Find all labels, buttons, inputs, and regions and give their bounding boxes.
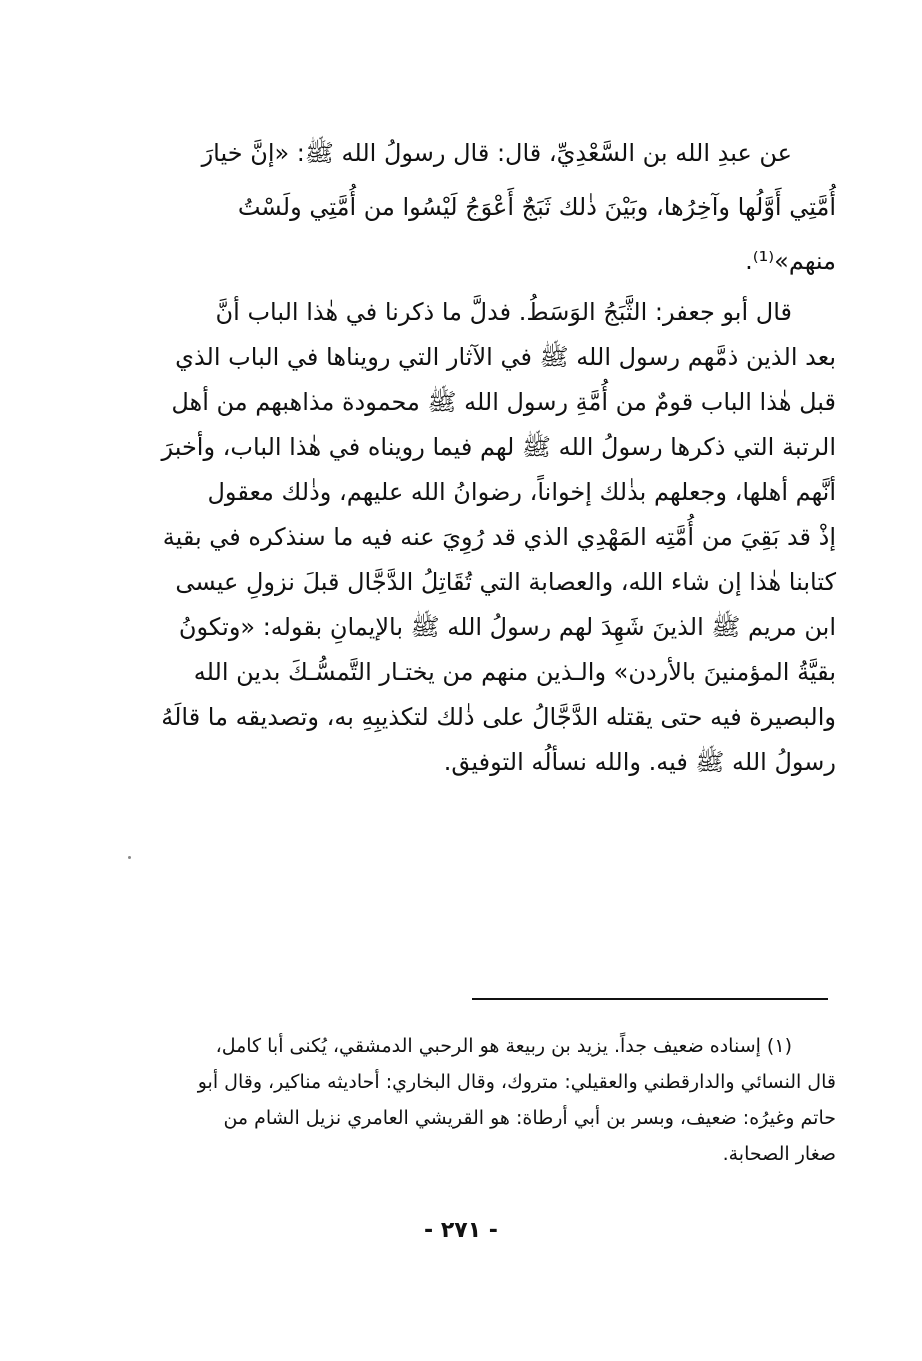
page-number: - ٢٧١ - [424,1218,498,1243]
text-line: كتابنا هٰذا إن شاء الله، والعصابة التي تُقَاتِلُ الدَّجَّال قبلَ نزولِ عيسى [175,568,836,596]
text-line: قال أبو جعفر: الثَّبَجُ الوَسَطُ. فدلَّ ما ذكرنا في هٰذا الباب أنَّ [215,298,792,326]
text-line: عن عبدِ الله بن السَّعْدِيِّ، قال: قال رسولُ الله ﷺ: «إنَّ خيارَ [201,139,792,167]
text-line: رسولُ الله ﷺ فيه. والله نسألُه التوفيق. [443,748,836,776]
footnote-separator [472,998,828,1000]
commentary-paragraph [128,290,836,785]
text-line: أُمَّتِي أَوَّلُها وآخِرُها، وبَيْنَ ذٰلك ثَبَجٌ أَعْوَجُ لَيْسُوا من أُمَّتِي ولَسْتُ [237,193,836,221]
text-line: إذْ قد بَقِيَ من أُمَّتِه المَهْدِي الذي قد رُوِيَ عنه فيه ما سنذكره في بقية [162,523,836,551]
scan-speck [128,856,131,859]
text-line: قبل هٰذا الباب قومٌ من أُمَّةِ رسول الله ﷺ محمودة مذاهبهم من أهل [171,388,836,416]
footnote-line: (١) إسناده ضعيف جداً. يزيد بن ربيعة هو الرحبي الدمشقي، يُكنى أبا كامل، [215,1035,792,1057]
text-line: بقيَّةُ المؤمنينَ بالأردن» والـذين منهم من يختـار التَّمسُّـكَ بدين الله [193,658,836,686]
footnote-line: صغار الصحابة. [722,1143,836,1165]
text-line: ابن مريم ﷺ الذينَ شَهِدَ لهم رسولُ الله ﷺ بالإيمانِ بقوله: «وتكونُ [178,613,836,641]
text-line: أنَّهم أهلها، وجعلهم بذٰلك إخواناً، رضوانُ الله عليهم، وذٰلك معقول [207,478,836,506]
footnote-line: حاتم وغيرُه: ضعيف، وبسر بن أبي أرطاة: هو القريشي العامري نزيل الشام من [223,1107,836,1129]
footnote-line: قال النسائي والدارقطني والعقيلي: متروك، وقال البخاري: أحاديثه مناكير، وقال أبو [197,1071,836,1093]
text-line: منهم»⁽¹⁾. [745,247,836,275]
footnote [128,1028,836,1172]
text-line: الرتبة التي ذكرها رسولُ الله ﷺ لهم فيما رويناه في هٰذا الباب، وأخبرَ [161,433,836,461]
text-line: بعد الذين ذمَّهم رسول الله ﷺ في الآثار التي رويناها في الباب الذي [175,343,836,371]
text-line: والبصيرة فيه حتى يقتله الدَّجَّالُ على ذٰلك لتكذيبِهِ به، وتصديقه ما قالَهُ [161,703,836,731]
hadith-paragraph [128,126,836,288]
